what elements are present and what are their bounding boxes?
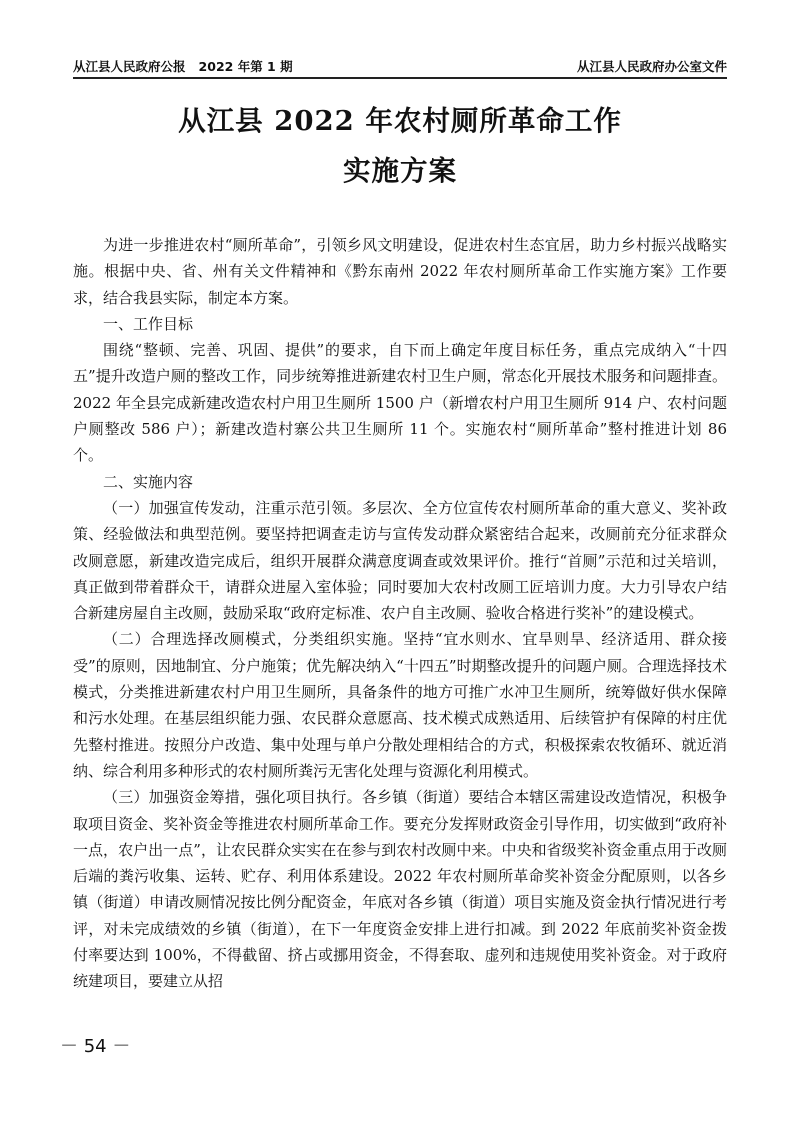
section-heading-goals: 一、工作目标 [103, 314, 194, 333]
header-issuer: 从江县人民政府办公室文件 [576, 59, 727, 74]
document-title: 从江县 2022 年农村厕所革命工作 [178, 105, 622, 137]
page-number: － 54 － [60, 1036, 131, 1057]
content-paragraph-3: （三）加强资金筹措，强化项目执行。各乡镇（街道）要结合本辖区需建设改造情况，积极争取项目资金、奖补资金等推进农村厕所革命工作。要充分发挥财政资金引导作用，切实做到“政府补一点，农户出一点”，让农民群众实实在在参与到农村改厕中来。中央和省级奖补资金重点用于改厕后端的粪污收集、运转、贮存、利用体系建设。2022 年农村厕所革命奖补资金分配原则，以各乡镇（街道）申请改厕情况按比例分配资金，年底对各乡镇（街道）项目实施及资金执行情况进行考评，对未完成绩效的乡镇（街道），在下一年度资金安排上进行扣减。到 2022 年底前奖补资金拨付率要达到 100%，不得截留、挤占或挪用资金，不得套取、虚列和违规使用奖补资金。对于政府统建项目，要建立从招 [73, 788, 727, 991]
section-heading-content: 二、实施内容 [103, 472, 194, 491]
goals-paragraph: 围绕“整顿、完善、巩固、提供”的要求，自下而上确定年度目标任务，重点完成纳入“十四五”提升改造户厕的整改工作，同步统筹推进新建农村卫生户厕，常态化开展技术服务和问题排查。2022 年全县完成新建改造农村户用卫生厕所 1500 户（新增农村户用卫生厕所 914 户、农村问题户厕整改 586 户）；新建改造村寨公共卫生厕所 11 个。实施农村“厕所革命”整村推进计划 86 个。 [73, 341, 727, 465]
content-paragraph-2: （二）合理选择改厕模式，分类组织实施。坚持“宜水则水、宜旱则旱、经济适用、群众接受”的原则，因地制宜、分户施策；优先解决纳入“十四五”时期整改提升的问题户厕。合理选择技术模式，分类推进新建农村户用卫生厕所，具备条件的地方可推广水冲卫生厕所，统筹做好供水保障和污水处理。在基层组织能力强、农民群众意愿高、技术模式成熟适用、后续管护有保障的村庄优先整村推进。按照分户改造、集中处理与单户分散处理相结合的方式，积极探索农牧循环、就近消纳、综合利用多种形式的农村厕所粪污无害化处理与资源化利用模式。 [73, 630, 727, 780]
intro-paragraph: 为进一步推进农村“厕所革命”，引领乡风文明建设，促进农村生态宜居，助力乡村振兴战略实施。根据中央、省、州有关文件精神和《黔东南州 2022 年农村厕所革命工作实施方案》工作要求，结合我县实际，制定本方案。 [73, 236, 727, 307]
document-title-line2: 实施方案 [343, 155, 457, 187]
header-publication: 从江县人民政府公报 2022 年第 1 期 [73, 59, 293, 74]
page-header [73, 55, 727, 79]
document-body [73, 232, 727, 995]
content-paragraph-1: （一）加强宣传发动，注重示范引领。多层次、全方位宣传农村厕所革命的重大意义、奖补政策、经验做法和典型范例。要坚持把调查走访与宣传发动群众紧密结合起来，改厕前充分征求群众改厕意愿，新建改造完成后，组织开展群众满意度调查或效果评价。推行“首厕”示范和过关培训，真正做到带着群众干，请群众进屋入室体验；同时要加大农村改厕工匠培训力度。大力引导农户结合新建房屋自主改厕，鼓励采取“政府定标准、农户自主改厕、验收合格进行奖补”的建设模式。 [73, 498, 727, 623]
